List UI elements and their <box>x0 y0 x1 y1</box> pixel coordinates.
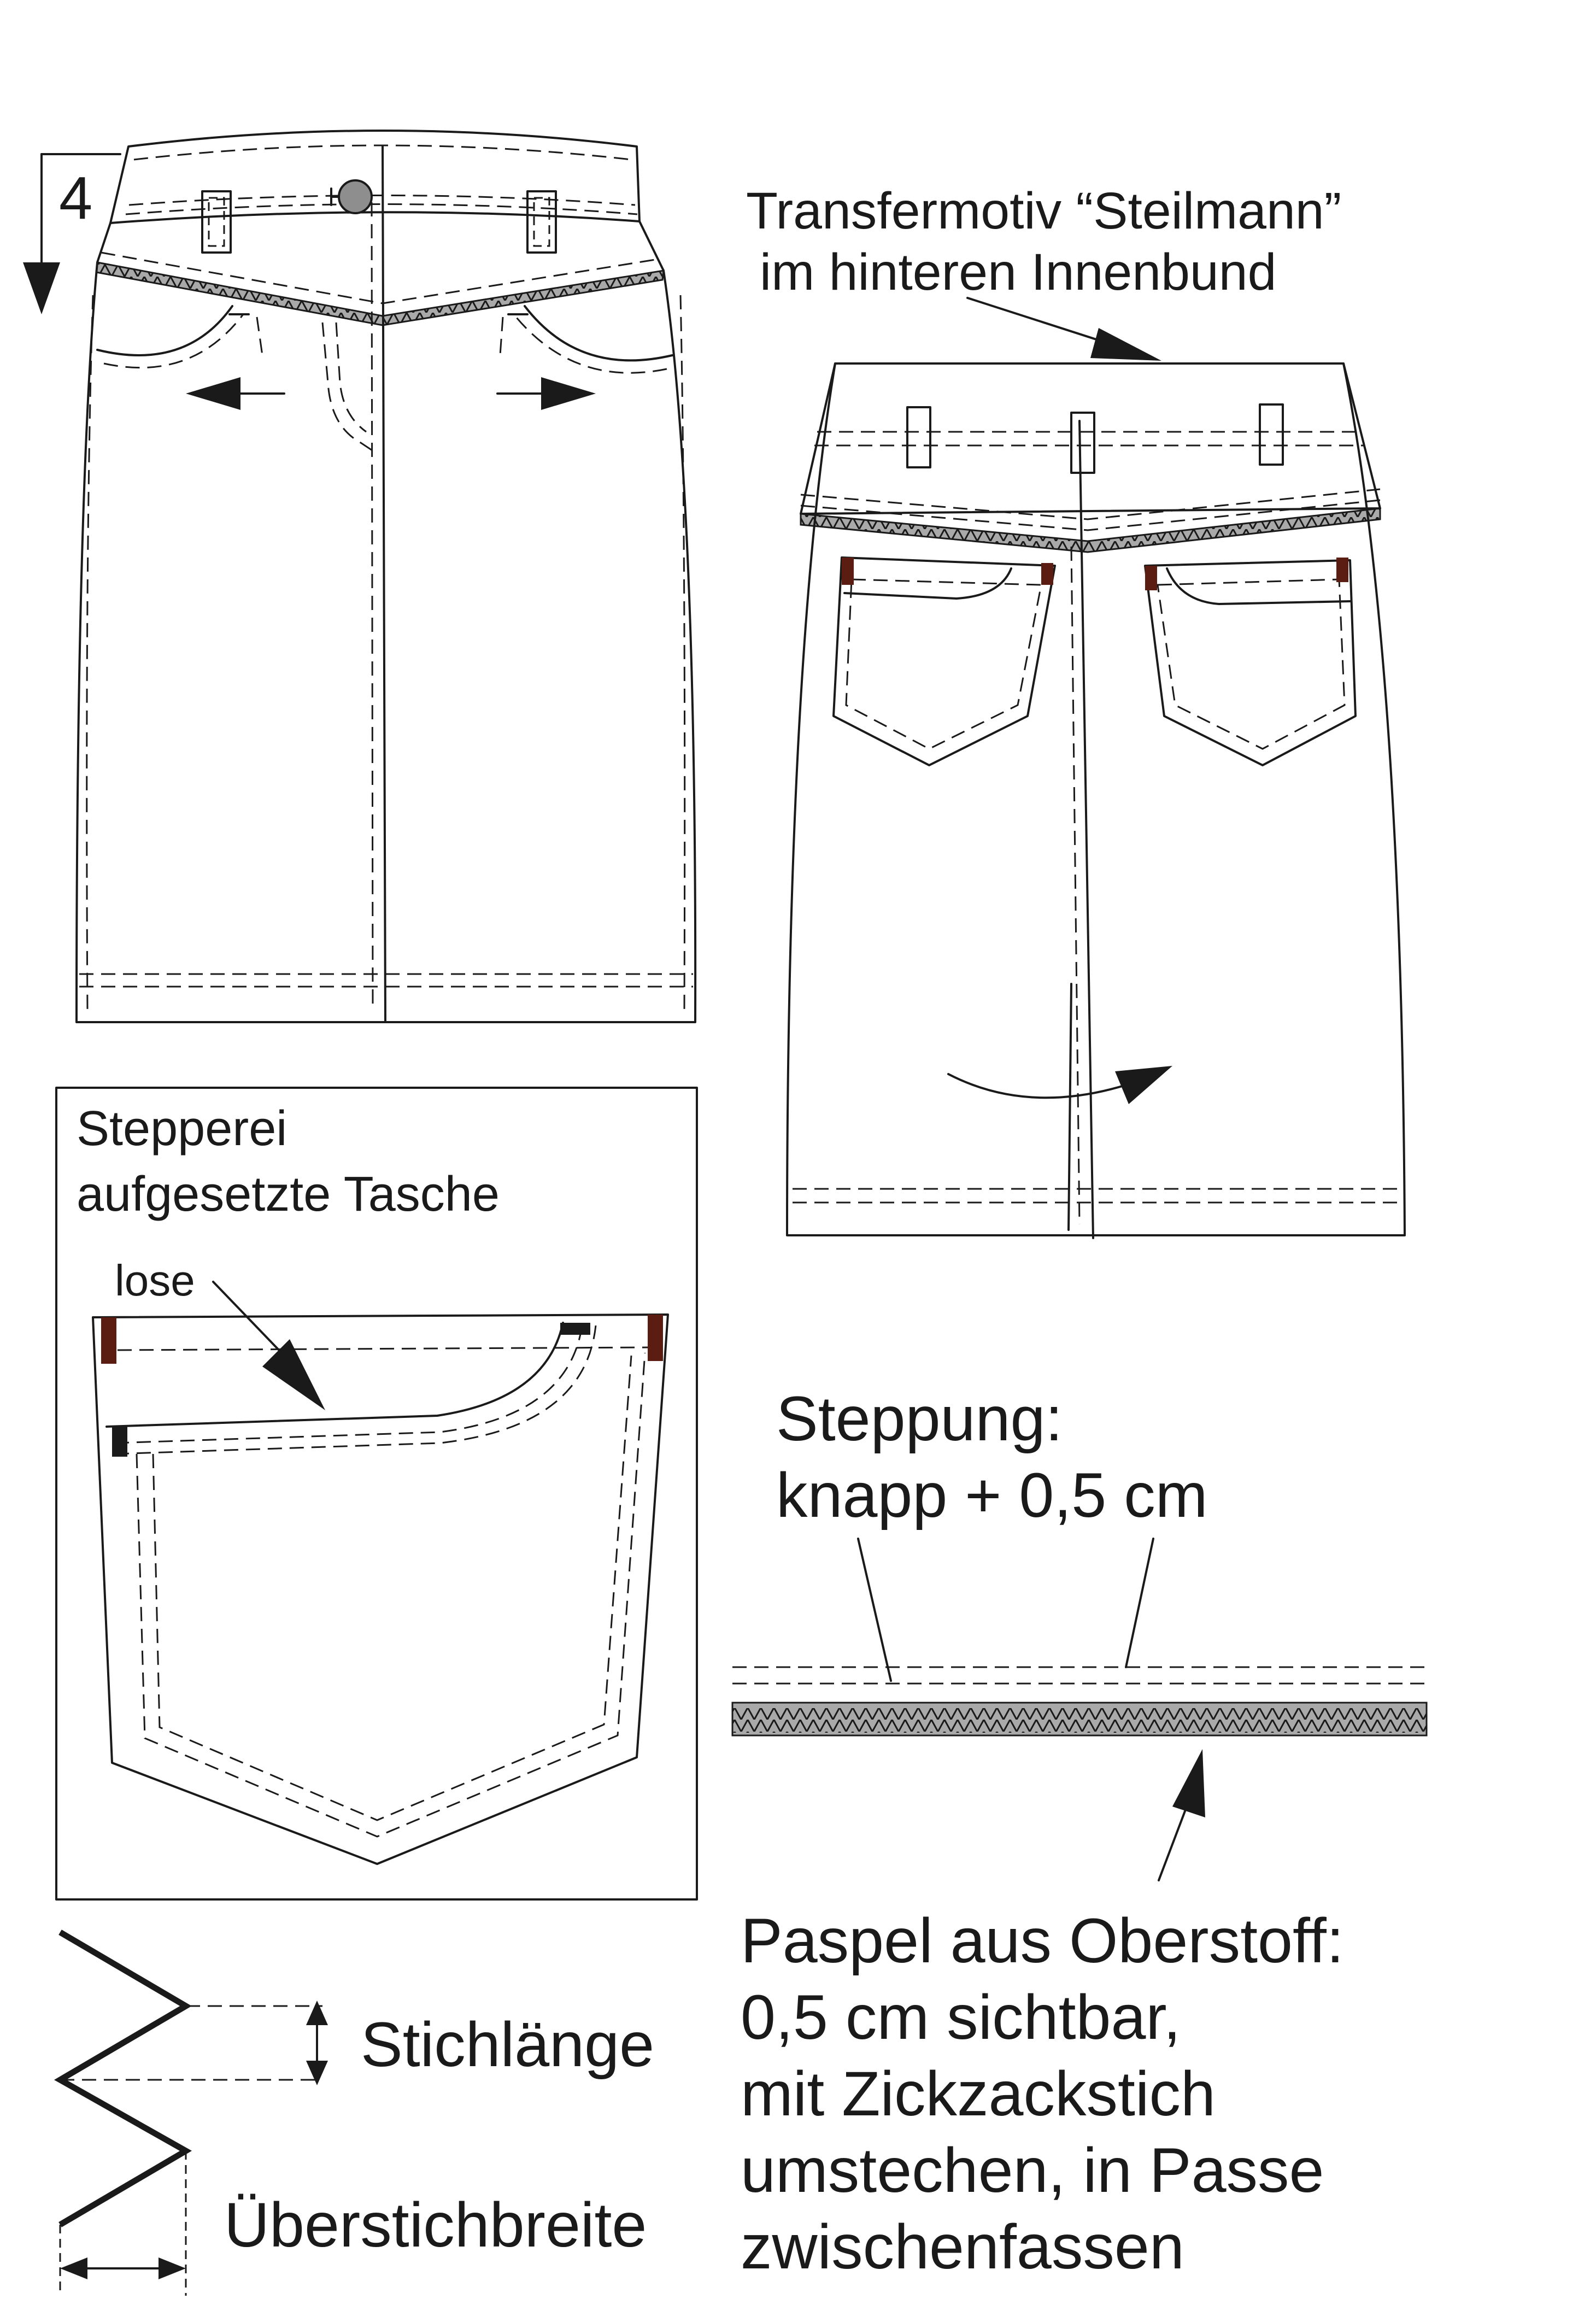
stitching-detail <box>732 1384 1427 1880</box>
piping-line2: 0,5 cm sichtbar, <box>741 1983 1181 2052</box>
back-waistband <box>801 363 1380 514</box>
back-skirt-view <box>746 182 1405 1238</box>
front-right-arrow-icon <box>497 377 596 410</box>
front-skirt-view <box>23 131 695 1022</box>
overstitch-width-label: Überstichbreite <box>224 2190 647 2260</box>
zigzag-stitch-icon <box>60 1932 186 2225</box>
pocket-outline <box>93 1315 668 1864</box>
piping-line1: Paspel aus Oberstoff: <box>741 1906 1344 1976</box>
pocket-detail-title-line1: Stepperei <box>77 1101 287 1156</box>
back-skirt-body <box>787 363 1405 1235</box>
lose-label: lose <box>115 1256 195 1305</box>
stitch-length-label: Stichlänge <box>361 2010 655 2080</box>
piping-line4: umstechen, in Passe <box>741 2136 1324 2206</box>
stitch-length-arrow-icon <box>306 2001 328 2085</box>
piping-instructions <box>741 1906 1344 2282</box>
piping-line3: mit Zickzackstich <box>741 2059 1216 2129</box>
back-pocket-left <box>834 558 1055 765</box>
front-left-arrow-icon <box>186 377 284 410</box>
piping-line5: zwischenfassen <box>741 2212 1184 2282</box>
transfer-note-line1: Transfermotiv “Steilmann” <box>746 182 1342 240</box>
front-waistband <box>110 131 639 223</box>
size-number: 4 <box>59 165 93 232</box>
back-vent-arrow-icon <box>948 1066 1172 1104</box>
back-pocket-right <box>1145 558 1356 765</box>
piping-strip <box>732 1703 1427 1735</box>
transfer-note-line2: im hinteren Innenbund <box>760 243 1277 301</box>
lose-arrow-icon <box>213 1282 325 1410</box>
zigzag-legend <box>60 1932 654 2296</box>
stitching-label-line1: Steppung: <box>776 1384 1063 1454</box>
transfer-arrow-icon <box>967 298 1161 361</box>
pocket-detail-panel <box>56 1088 697 1899</box>
piping-arrow-icon <box>1159 1749 1205 1880</box>
stitching-label-line2: knapp + 0,5 cm <box>776 1461 1208 1530</box>
overstitch-width-arrow-icon <box>60 2257 186 2279</box>
button-icon <box>331 180 372 213</box>
pocket-detail-title-line2: aufgesetzte Tasche <box>77 1167 500 1222</box>
